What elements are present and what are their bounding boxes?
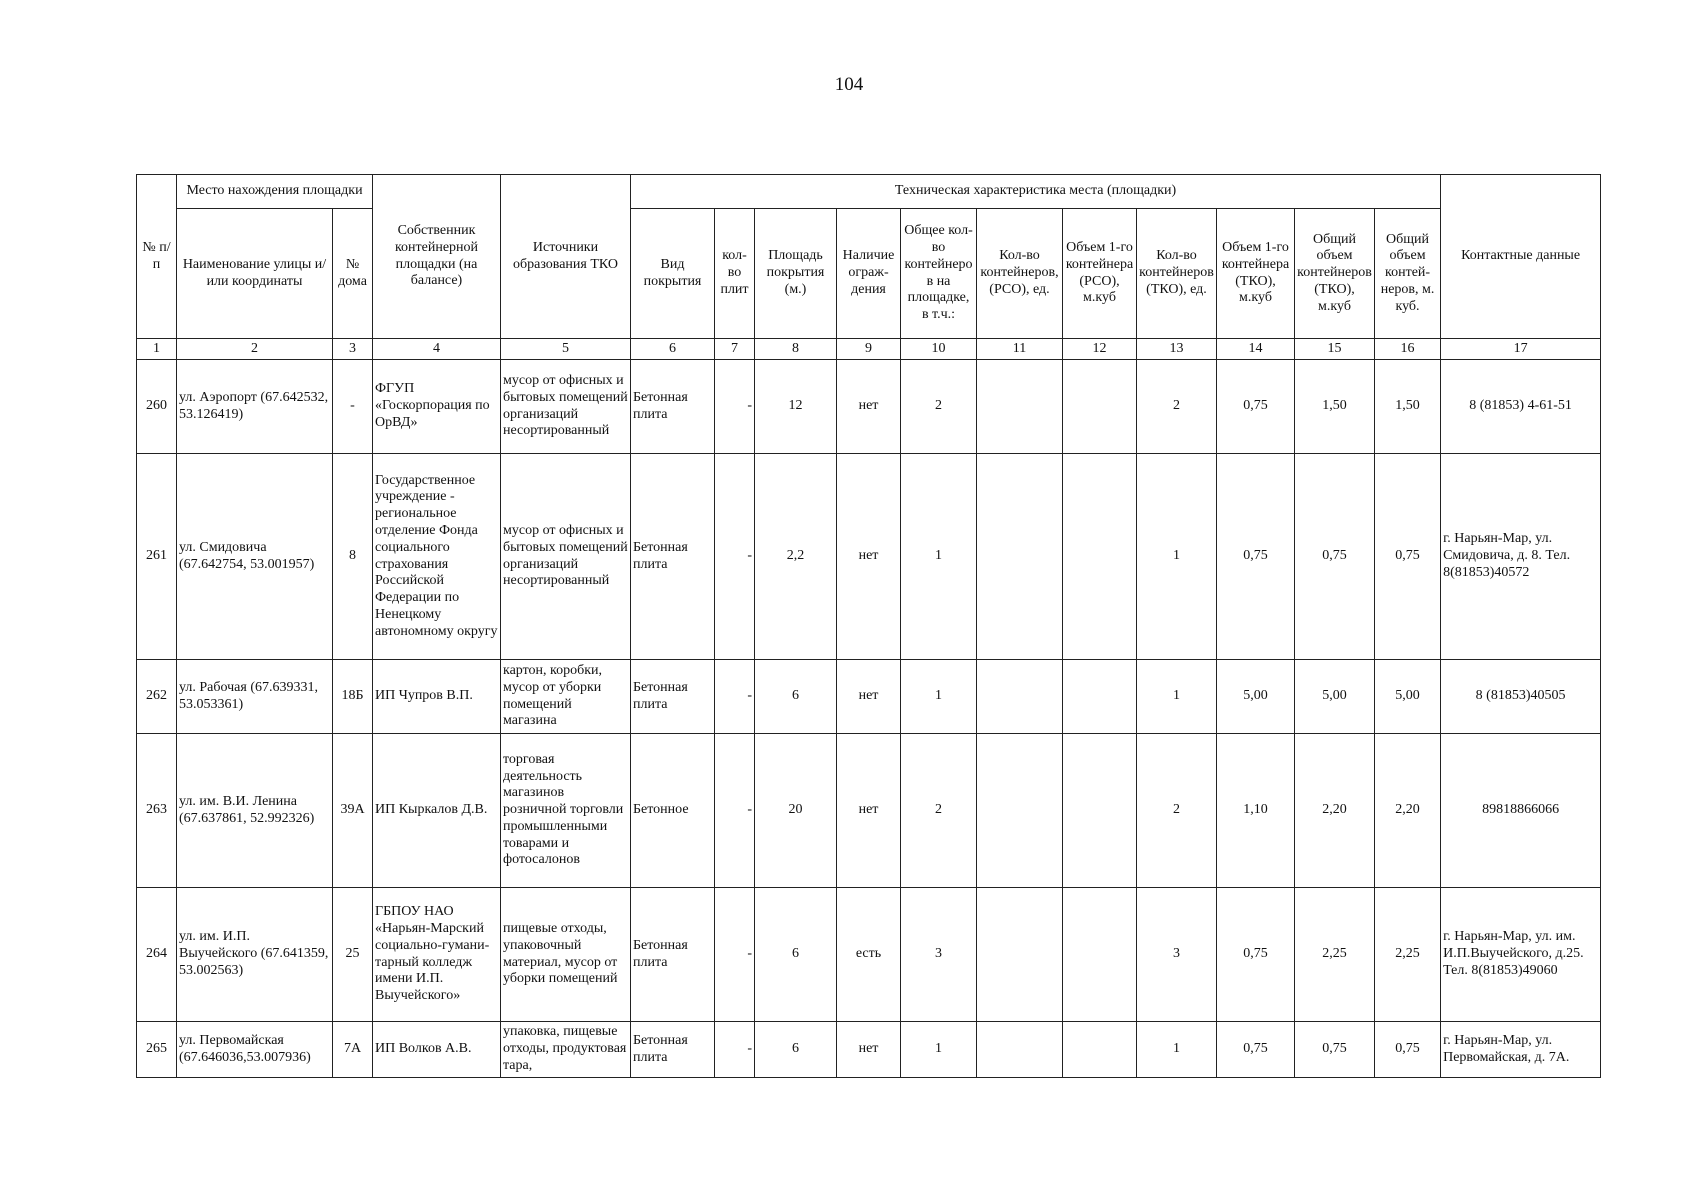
cell-tko-count: 1 — [1137, 454, 1217, 660]
header-rso-count: Кол-во контейнеров, (РСО), ед. — [977, 209, 1063, 339]
cell-area: 6 — [755, 888, 837, 1022]
cell-tko-total-volume: 5,00 — [1295, 660, 1375, 734]
column-number: 4 — [373, 339, 501, 360]
cell-area: 6 — [755, 1022, 837, 1078]
cell-num: 262 — [137, 660, 177, 734]
cell-sources: мусор от офисных и бытовых помещений организаций несортированный — [501, 454, 631, 660]
header-tko-count: Кол-во контейнеров (ТКО), ед. — [1137, 209, 1217, 339]
header-location-group: Место нахождения площадки — [177, 175, 373, 209]
cell-sources: пищевые отходы, упаковочный материал, мусор от уборки помещений — [501, 888, 631, 1022]
header-tko-total-volume: Общий объем контейнеров (ТКО), м.куб — [1295, 209, 1375, 339]
header-tech-group: Техническая характеристика места (площадки) — [631, 175, 1441, 209]
cell-total-containers: 2 — [901, 360, 977, 454]
cell-fence: нет — [837, 1022, 901, 1078]
cell-house: 7А — [333, 1022, 373, 1078]
cell-tko-volume: 0,75 — [1217, 360, 1295, 454]
column-number: 2 — [177, 339, 333, 360]
table-row — [137, 1022, 1601, 1078]
cell-total-containers: 1 — [901, 1022, 977, 1078]
cell-street: ул. им. И.П. Выучейского (67.641359, 53.002563) — [177, 888, 333, 1022]
cell-slabs: - — [715, 1022, 755, 1078]
cell-tko-total-volume: 2,25 — [1295, 888, 1375, 1022]
cell-area: 2,2 — [755, 454, 837, 660]
header-num: № п/п — [137, 175, 177, 339]
cell-contacts: 8 (81853)40505 — [1441, 660, 1601, 734]
table-row — [137, 660, 1601, 734]
column-number: 14 — [1217, 339, 1295, 360]
cell-house: 18Б — [333, 660, 373, 734]
cell-sources: картон, коробки, мусор от уборки помещений магазина — [501, 660, 631, 734]
cell-slabs: - — [715, 888, 755, 1022]
header-slabs: кол-во плит — [715, 209, 755, 339]
cell-slabs: - — [715, 360, 755, 454]
cell-num: 264 — [137, 888, 177, 1022]
cell-area: 20 — [755, 734, 837, 888]
header-fence: Наличие ограж-дения — [837, 209, 901, 339]
cell-owner: ИП Чупров В.П. — [373, 660, 501, 734]
cell-tko-total-volume: 1,50 — [1295, 360, 1375, 454]
cell-num: 263 — [137, 734, 177, 888]
cell-tko-volume: 0,75 — [1217, 1022, 1295, 1078]
cell-house: - — [333, 360, 373, 454]
column-number: 16 — [1375, 339, 1441, 360]
header-area: Площадь покрытия (м.) — [755, 209, 837, 339]
container-sites-table — [136, 174, 1601, 1078]
cell-owner: ГБПОУ НАО «Нарьян-Марский социально-гумани- тарный колледж имени И.П. Выучейского» — [373, 888, 501, 1022]
cell-contacts: г. Нарьян-Мар, ул. Смидовича, д. 8. Тел. 8(81853)40572 — [1441, 454, 1601, 660]
cell-sources: мусор от офисных и бытовых помещений организаций несортированный — [501, 360, 631, 454]
cell-tko-total-volume: 0,75 — [1295, 454, 1375, 660]
header-total-volume: Общий объем контей-неров, м. куб. — [1375, 209, 1441, 339]
cell-tko-volume: 1,10 — [1217, 734, 1295, 888]
cell-tko-count: 2 — [1137, 360, 1217, 454]
cell-sources: упаковка, пищевые отходы, продуктовая тара, — [501, 1022, 631, 1078]
cell-sources: торговая деятельность магазинов розничной торговли промышленными товарами и фотосалонов — [501, 734, 631, 888]
cell-rso-volume — [1063, 454, 1137, 660]
column-number: 17 — [1441, 339, 1601, 360]
header-house: № дома — [333, 209, 373, 339]
column-number: 13 — [1137, 339, 1217, 360]
cell-owner: Государственное учреждение - региональное отделение Фонда социального страхования Российской Федерации по Ненецкому автономному округу — [373, 454, 501, 660]
cell-house: 8 — [333, 454, 373, 660]
column-number: 5 — [501, 339, 631, 360]
cell-total-volume: 5,00 — [1375, 660, 1441, 734]
table-row — [137, 454, 1601, 660]
header-rso-volume: Объем 1-го контейнера (РСО), м.куб — [1063, 209, 1137, 339]
header-total-containers: Общее кол-во контейнеров на площадке, в т.ч.: — [901, 209, 977, 339]
cell-street: ул. Первомайская (67.646036,53.007936) — [177, 1022, 333, 1078]
cell-surface: Бетонная плита — [631, 888, 715, 1022]
table-row — [137, 888, 1601, 1022]
cell-contacts: г. Нарьян-Мар, ул. Первомайская, д. 7А. — [1441, 1022, 1601, 1078]
column-number: 11 — [977, 339, 1063, 360]
cell-total-volume: 0,75 — [1375, 1022, 1441, 1078]
cell-rso-count — [977, 360, 1063, 454]
cell-rso-volume — [1063, 1022, 1137, 1078]
cell-contacts: 8 (81853) 4-61-51 — [1441, 360, 1601, 454]
column-number: 8 — [755, 339, 837, 360]
cell-rso-count — [977, 888, 1063, 1022]
cell-tko-count: 2 — [1137, 734, 1217, 888]
cell-rso-volume — [1063, 360, 1137, 454]
table-row — [137, 360, 1601, 454]
cell-tko-total-volume: 0,75 — [1295, 1022, 1375, 1078]
cell-total-containers: 1 — [901, 660, 977, 734]
cell-slabs: - — [715, 454, 755, 660]
cell-total-volume: 1,50 — [1375, 360, 1441, 454]
header-sources: Источники образования ТКО — [501, 175, 631, 339]
cell-slabs: - — [715, 660, 755, 734]
cell-tko-total-volume: 2,20 — [1295, 734, 1375, 888]
column-number: 9 — [837, 339, 901, 360]
cell-contacts: 89818866066 — [1441, 734, 1601, 888]
cell-surface: Бетонная плита — [631, 1022, 715, 1078]
cell-total-volume: 0,75 — [1375, 454, 1441, 660]
cell-street: ул. Аэропорт (67.642532, 53.126419) — [177, 360, 333, 454]
cell-surface: Бетонное — [631, 734, 715, 888]
cell-rso-count — [977, 734, 1063, 888]
column-number: 3 — [333, 339, 373, 360]
column-number: 10 — [901, 339, 977, 360]
table-row — [137, 734, 1601, 888]
cell-surface: Бетонная плита — [631, 454, 715, 660]
cell-owner: ИП Волков А.В. — [373, 1022, 501, 1078]
cell-rso-volume — [1063, 888, 1137, 1022]
header-owner: Собственник контейнерной площадки (на балансе) — [373, 175, 501, 339]
cell-total-containers: 3 — [901, 888, 977, 1022]
cell-rso-count — [977, 1022, 1063, 1078]
cell-total-containers: 1 — [901, 454, 977, 660]
cell-tko-count: 1 — [1137, 660, 1217, 734]
cell-num: 261 — [137, 454, 177, 660]
cell-fence: нет — [837, 360, 901, 454]
cell-fence: нет — [837, 454, 901, 660]
column-number: 15 — [1295, 339, 1375, 360]
cell-total-volume: 2,25 — [1375, 888, 1441, 1022]
column-number-row — [137, 339, 1601, 360]
cell-rso-count — [977, 660, 1063, 734]
cell-owner: ФГУП «Госкорпорация по ОрВД» — [373, 360, 501, 454]
header-surface: Вид покрытия — [631, 209, 715, 339]
column-number: 12 — [1063, 339, 1137, 360]
cell-tko-volume: 5,00 — [1217, 660, 1295, 734]
column-number: 7 — [715, 339, 755, 360]
cell-tko-count: 3 — [1137, 888, 1217, 1022]
page-number: 104 — [834, 74, 864, 95]
header-row-main — [137, 209, 1601, 339]
header-contacts: Контактные данные — [1441, 175, 1601, 339]
cell-rso-count — [977, 454, 1063, 660]
cell-fence: нет — [837, 734, 901, 888]
cell-tko-volume: 0,75 — [1217, 888, 1295, 1022]
header-street: Наименование улицы и/или координаты — [177, 209, 333, 339]
cell-area: 12 — [755, 360, 837, 454]
cell-contacts: г. Нарьян-Мар, ул. им. И.П.Выучейского, д.25. Тел. 8(81853)49060 — [1441, 888, 1601, 1022]
column-number: 6 — [631, 339, 715, 360]
cell-rso-volume — [1063, 660, 1137, 734]
cell-area: 6 — [755, 660, 837, 734]
column-number: 1 — [137, 339, 177, 360]
cell-street: ул. Смидовича (67.642754, 53.001957) — [177, 454, 333, 660]
cell-num: 260 — [137, 360, 177, 454]
cell-rso-volume — [1063, 734, 1137, 888]
cell-owner: ИП Кыркалов Д.В. — [373, 734, 501, 888]
cell-house: 25 — [333, 888, 373, 1022]
cell-fence: есть — [837, 888, 901, 1022]
header-row-top — [137, 175, 1601, 209]
cell-total-volume: 2,20 — [1375, 734, 1441, 888]
cell-street: ул. им. В.И. Ленина (67.637861, 52.992326) — [177, 734, 333, 888]
cell-num: 265 — [137, 1022, 177, 1078]
cell-surface: Бетонная плита — [631, 360, 715, 454]
cell-tko-count: 1 — [1137, 1022, 1217, 1078]
cell-fence: нет — [837, 660, 901, 734]
cell-surface: Бетонная плита — [631, 660, 715, 734]
cell-slabs: - — [715, 734, 755, 888]
header-tko-volume: Объем 1-го контейнера (ТКО), м.куб — [1217, 209, 1295, 339]
cell-total-containers: 2 — [901, 734, 977, 888]
cell-tko-volume: 0,75 — [1217, 454, 1295, 660]
cell-house: 39А — [333, 734, 373, 888]
cell-street: ул. Рабочая (67.639331, 53.053361) — [177, 660, 333, 734]
